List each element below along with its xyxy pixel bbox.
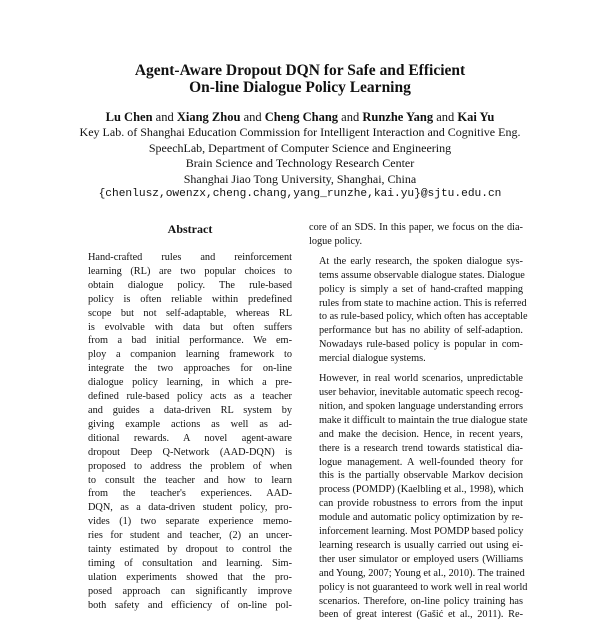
abstract-line: scope but not self-adaptable, whereas RL — [88, 307, 292, 319]
abstract-line: timing of consultation and learning. Sim- — [88, 557, 292, 569]
body-line: ther user simulator or employed users (Williams — [319, 553, 523, 565]
abstract-line: ulation experiments showed that the pro- — [88, 571, 292, 583]
author-name: Kai Yu — [457, 110, 495, 124]
body-line: inforcement learning. Most POMDP based policy — [319, 526, 524, 538]
author-separator: and — [341, 110, 360, 124]
abstract-line: vides (1) two separate experience memo- — [88, 516, 292, 528]
body-line: this is the partially observable Markov decision — [319, 470, 523, 482]
body-line: logue policy. — [309, 235, 363, 247]
body-line: rules from state to machine action. This is referred — [319, 297, 527, 309]
introduction-body — [309, 221, 528, 622]
author-separator: and — [436, 110, 455, 124]
author-separator: and — [155, 110, 174, 124]
affiliation-line: Brain Science and Technology Research Center — [185, 156, 415, 170]
abstract-line: dialogue policy learning, in which a pre- — [88, 377, 292, 389]
abstract-line: from a bad initial performance. We em- — [88, 335, 292, 347]
body-line: to as rule-based policy, which often has acceptable — [319, 311, 528, 323]
body-line: learning research is usually carried out using ei- — [319, 539, 523, 551]
body-line: However, in real world scenarios, unpredictable — [319, 373, 523, 385]
abstract-line: tainty estimated by dropout to control the — [88, 544, 292, 556]
abstract-line: obtain dialogue policy. The rule-based — [88, 279, 292, 291]
body-line: mercial dialogue systems. — [319, 353, 426, 365]
abstract-line: ditional rewards. A novel agent-aware — [88, 432, 292, 444]
body-line: and make the decision. Hence, in recent years, — [319, 428, 523, 440]
abstract-line: defined rule-based policy acts as a teacher — [88, 391, 292, 403]
body-line: there is a research trend towards statistical dia- — [319, 442, 523, 454]
abstract-line: learning (RL) are two popular choices to — [88, 265, 292, 277]
body-line: logue management. A well-founded theory for — [319, 456, 523, 468]
body-paragraph — [309, 221, 523, 249]
body-paragraph — [309, 372, 528, 622]
body-line: policy is not guaranteed to work well in real world — [319, 581, 528, 593]
abstract-paragraph — [88, 251, 292, 613]
body-line: tems assume observable dialogue states. Dialogue — [319, 269, 525, 281]
abstract-line: and guides a data-driven RL system by — [88, 404, 292, 416]
abstract-line: ries for student and teacher, (2) an uncer- — [88, 530, 292, 542]
abstract-line: posed approach can significantly improve — [88, 585, 292, 597]
abstract-line: is evolvable with data but often suffers — [88, 321, 292, 333]
body-line: can provide robustness to errors from the input — [319, 498, 523, 510]
body-line: user behavior, inevitable automatic speech recog- — [319, 386, 523, 398]
body-line: nition, and spoken language understanding errors — [319, 400, 523, 412]
abstract-body — [88, 251, 292, 613]
author-emails: {chenlusz,owenzx,cheng.chang,yang_runzhe,kai.yu}@sjtu.edu.cn — [98, 188, 502, 200]
abstract-line: integrate the two approaches for on-line — [88, 363, 292, 375]
abstract-line: ploy a companion learning framework to — [88, 349, 292, 361]
body-line: policy is simply a set of hand-crafted mapping — [319, 283, 523, 295]
abstract-line: from the teacher's experiences. AAD- — [88, 488, 292, 500]
title-line-2: On-line Dialogue Policy Learning — [189, 79, 411, 96]
author-name: Xiang Zhou — [176, 110, 241, 124]
abstract-line: to consult the teacher and how to learn — [88, 474, 292, 486]
affiliation-block — [0, 125, 600, 203]
body-line: core of an SDS. In this paper, we focus on the dia- — [309, 222, 523, 233]
abstract-line: giving example actions as well as ad- — [88, 418, 292, 430]
body-line: been of great interest (Gašić et al., 2011). Re- — [319, 609, 523, 621]
abstract-line: Hand-crafted rules and reinforcement — [88, 252, 292, 263]
abstract-line: dropout Deep Q-Network (AAD-DQN) is — [88, 446, 292, 458]
body-line: At the early research, the spoken dialogue sys- — [319, 255, 523, 267]
affiliation-line: Key Lab. of Shanghai Education Commission for Intelligent Interaction and Cognitive Eng. — [79, 125, 521, 139]
body-paragraph — [309, 255, 528, 366]
abstract-line: both safety and efficiency of on-line pol- — [88, 599, 292, 611]
affiliation-line: SpeechLab, Department of Computer Science and Engineering — [148, 140, 452, 155]
author-list — [0, 110, 600, 125]
author-separator: and — [243, 110, 262, 124]
body-line: performance but has no ability of self-adaption. — [319, 325, 523, 337]
body-line: and Young, 2007; Young et al., 2010). The trained — [319, 567, 525, 579]
affiliation-line: Shanghai Jiao Tong University, Shanghai, China — [183, 171, 417, 186]
abstract-heading: Abstract — [167, 222, 213, 236]
abstract-line: DQN, as a data-driven student policy, pro- — [88, 502, 292, 514]
body-line: scenarios. Therefore, on-line policy training has — [319, 595, 523, 607]
paper-title — [0, 62, 600, 96]
body-line: module and automatic policy optimization by re- — [319, 512, 523, 524]
author-name: Lu Chen — [105, 110, 153, 124]
author-name: Cheng Chang — [264, 110, 339, 124]
abstract-line: policy is often reliable within predefined — [88, 293, 292, 305]
body-line: Nowadays rule-based policy is popular in com- — [319, 339, 523, 351]
body-line: process (POMDP) (Kaelbling et al., 1998), which — [319, 484, 524, 496]
title-line-1: Agent-Aware Dropout DQN for Safe and Efficient — [134, 62, 466, 79]
body-line: make it difficult to maintain the true dialogue state — [319, 414, 528, 426]
author-name: Runzhe Yang — [362, 110, 434, 124]
abstract-line: proposed to address the problem of when — [88, 460, 292, 472]
